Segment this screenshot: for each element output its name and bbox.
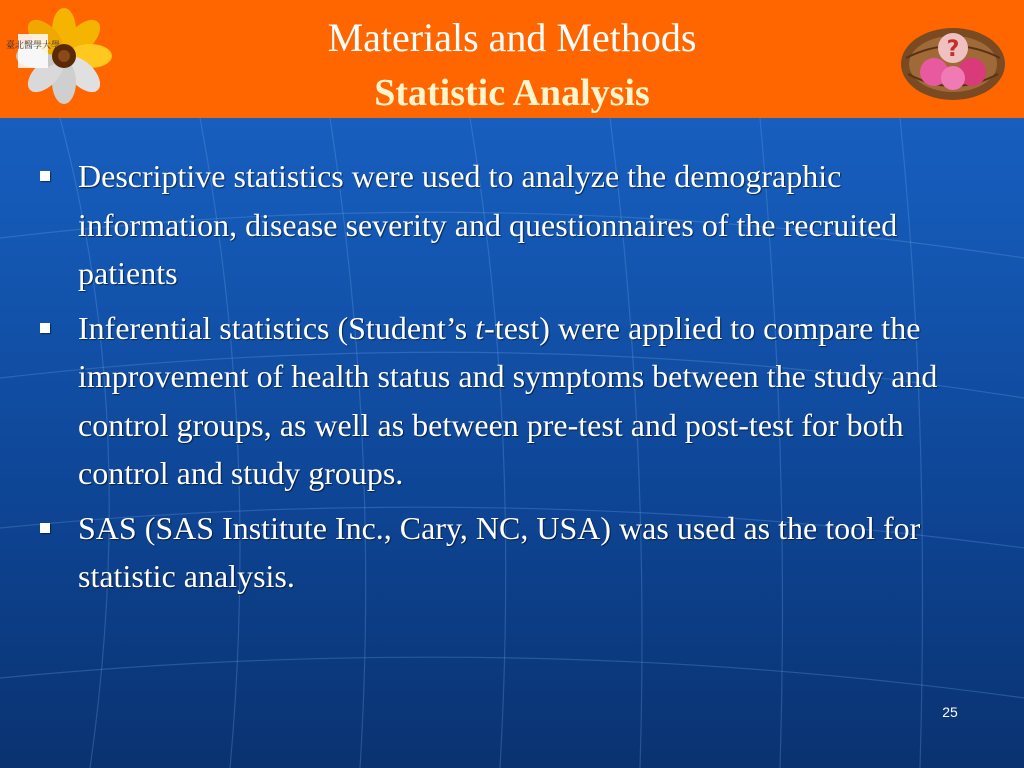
page-subtitle: Statistic Analysis: [374, 72, 650, 114]
page-title: Materials and Methods: [327, 15, 697, 60]
bullet-list: [38, 152, 978, 607]
square-bullet-icon: [40, 523, 50, 533]
page-number: 25: [942, 704, 958, 720]
bullet-text-end: -test) were applied to compare the improvement of health status and symptoms between the study and control groups, as well as between pre-test and post-test for both control and study groups.: [78, 309, 938, 491]
square-bullet-icon: [40, 171, 50, 181]
bullet-text-start: Inferential statistics (Student’s: [78, 309, 476, 346]
bullet-text-italic: t: [475, 309, 485, 346]
square-bullet-icon: [40, 323, 50, 333]
bullet-text: SAS (SAS Institute Inc., Cary, NC, USA) was used as the tool for statistic analysis.: [78, 509, 921, 594]
title-bar: [0, 0, 1024, 118]
bullet-text: Descriptive statistics were used to analyze the demographic information, disease severity and questionnaires of the recruited patients: [78, 158, 898, 291]
basket-question-icon: [896, 14, 1010, 104]
bullet-item: [38, 504, 978, 601]
logo-left-text: 臺北醫學大學: [5, 41, 61, 51]
question-mark: ?: [946, 37, 960, 62]
bullet-item: [38, 304, 978, 498]
bullet-item: [38, 152, 978, 298]
